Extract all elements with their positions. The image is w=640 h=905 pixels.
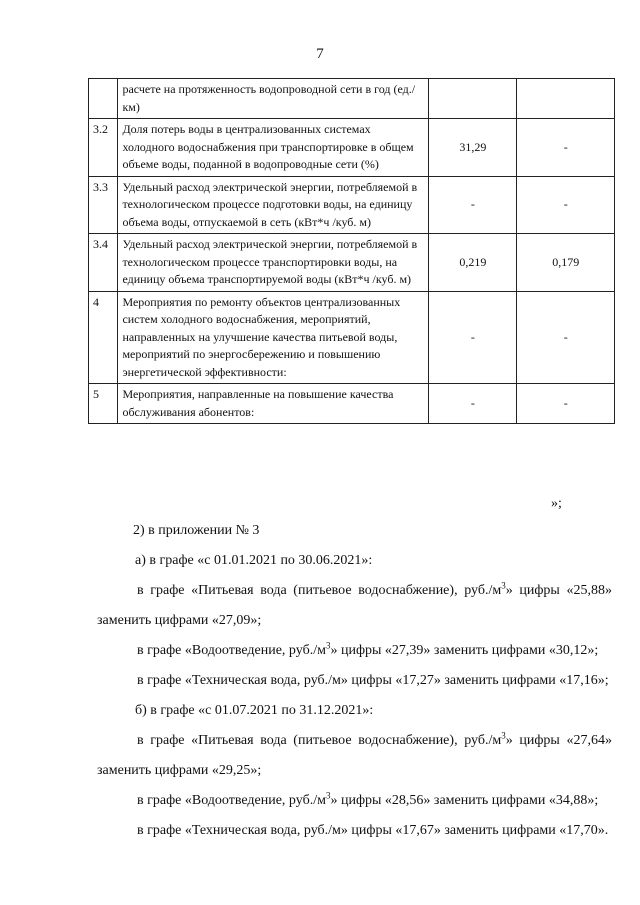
row-value-1: 31,29 <box>429 119 517 177</box>
superscript: 3 <box>501 730 506 741</box>
row-number: 5 <box>89 384 118 424</box>
text-span: » цифры «27,64» заменить цифрами «29,25»; <box>97 733 612 778</box>
paragraph-b-drinking-water <box>97 726 612 786</box>
superscript: 3 <box>501 580 506 591</box>
paragraph-b-technical-water: в графе «Техническая вода, руб./м» цифры «17,67» заменить цифрами «17,70». <box>137 823 609 838</box>
row-number: 3.4 <box>89 234 118 292</box>
page-number: 7 <box>316 46 324 62</box>
text-span: » цифры «27,39» заменить цифрами «30,12»; <box>330 643 599 658</box>
text-span: в графе «Водоотведение, руб./м <box>137 643 326 658</box>
row-number: 3.3 <box>89 176 118 234</box>
row-value-1: - <box>429 291 517 384</box>
sub-item-b-heading: б) в графе «с 01.07.2021 по 31.12.2021»: <box>135 703 374 718</box>
text-span: » цифры «25,88» заменить цифрами «27,09»; <box>97 583 612 628</box>
row-value-1: - <box>429 176 517 234</box>
superscript: 3 <box>325 790 331 801</box>
text-span: в графе «Водоотведение, руб./м <box>137 793 326 808</box>
amendment-text <box>97 516 612 846</box>
text-span: » цифры «28,56» заменить цифрами «34,88»; <box>330 793 599 808</box>
row-description: Мероприятия по ремонту объектов централизованных систем холодного водоснабжения, мероприятий, направленных на улучшение качества питьевой воды, мероприятий по энергосбережению и повышению энергетической эффективности: <box>118 291 429 384</box>
row-number: 3.2 <box>89 119 118 177</box>
table-row <box>89 384 615 424</box>
row-value-2: - <box>517 291 615 384</box>
row-value-1: - <box>429 384 517 424</box>
closing-quote: »; <box>551 496 562 511</box>
row-value-2: - <box>517 176 615 234</box>
paragraph-a-wastewater <box>97 636 612 666</box>
row-description: Удельный расход электрической энергии, потребляемой в технологическом процессе транспортировки воды, на единицу объема транспортируемой воды (кВт*ч /куб. м) <box>118 234 429 292</box>
item-2-heading: 2) в приложении № 3 <box>133 523 260 538</box>
row-value-2 <box>517 79 615 119</box>
row-value-2: 0,179 <box>517 234 615 292</box>
row-description: Удельный расход электрической энергии, потребляемой в технологическом процессе подготовки воды, на единицу объема воды, отпускаемой в сеть (кВт*ч /куб. м) <box>118 176 429 234</box>
row-number: 4 <box>89 291 118 384</box>
table-row <box>89 119 615 177</box>
paragraph-a-drinking-water <box>97 576 612 636</box>
table-row <box>89 234 615 292</box>
row-value-1: 0,219 <box>429 234 517 292</box>
row-value-1 <box>429 79 517 119</box>
indicators-table <box>88 78 615 424</box>
sub-item-a-heading: а) в графе «с 01.01.2021 по 30.06.2021»: <box>135 553 373 568</box>
text-span: в графе «Питьевая вода (питьевое водоснабжение), руб./м <box>137 583 502 598</box>
row-value-2: - <box>517 384 615 424</box>
superscript: 3 <box>325 640 331 651</box>
paragraph-b-wastewater <box>97 786 612 816</box>
table-row <box>89 79 615 119</box>
row-description: Мероприятия, направленные на повышение качества обслуживания абонентов: <box>118 384 429 424</box>
row-number <box>89 79 118 119</box>
row-description: расчете на протяженность водопроводной сети в год (ед./км) <box>118 79 429 119</box>
table-row <box>89 176 615 234</box>
row-value-2: - <box>517 119 615 177</box>
paragraph-a-technical-water: в графе «Техническая вода, руб./м» цифры «17,27» заменить цифрами «17,16»; <box>137 673 609 688</box>
table-row <box>89 291 615 384</box>
row-description: Доля потерь воды в централизованных системах холодного водоснабжения при транспортировке в общем объеме воды, поданной в водопроводные сети (%) <box>118 119 429 177</box>
text-span: в графе «Питьевая вода (питьевое водоснабжение), руб./м <box>137 733 502 748</box>
